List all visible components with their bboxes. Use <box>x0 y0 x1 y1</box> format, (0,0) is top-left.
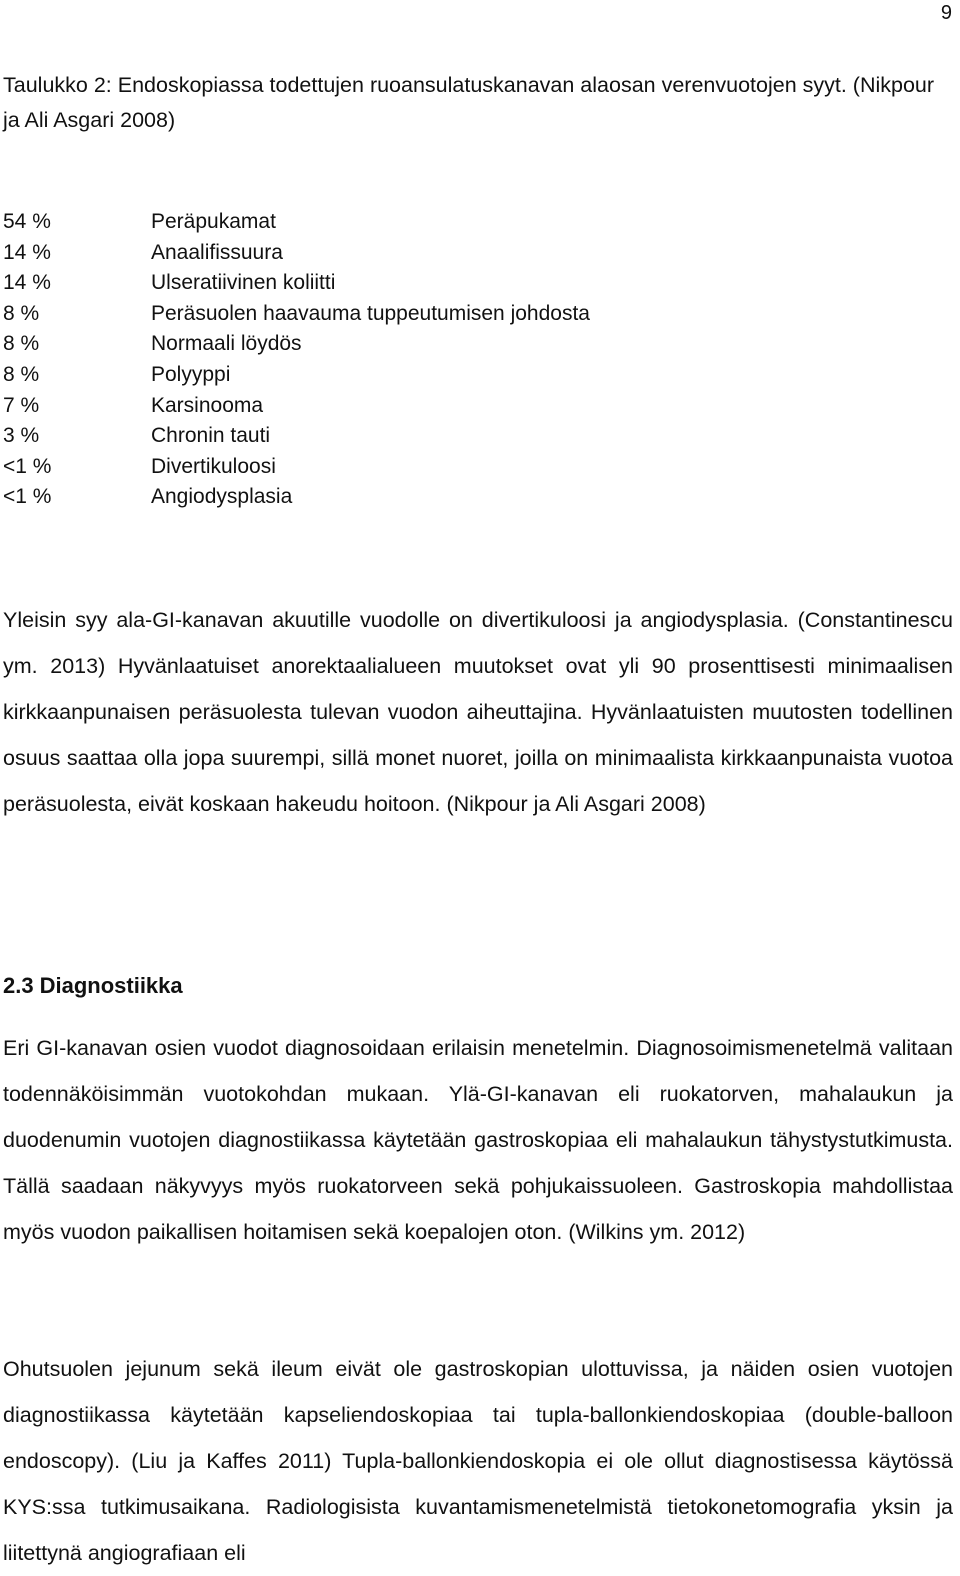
row-cause: Peräpukamat <box>151 210 276 233</box>
row-cause: Ulseratiivinen koliitti <box>151 271 336 295</box>
table-caption: Taulukko 2: Endoskopiassa todettujen ruoansulatuskanavan alaosan verenvuotojen syyt. (Nikpour ja Ali Asgari 2008) <box>3 73 935 132</box>
row-percent: <1 % <box>3 485 52 509</box>
row-percent: <1 % <box>3 454 52 478</box>
page-number: 9 <box>940 2 952 24</box>
row-percent: 7 % <box>3 393 40 417</box>
paragraph-causes: Yleisin syy ala-GI-kanavan akuutille vuodolle on divertikuloosi ja angiodysplasia. (Constantinescu ym. 2013) Hyvänlaatuiset anorektaalialueen muutokset ovat yli 90 prosenttisesti minimaalisen kirkkaanpunaisen peräsuolesta tulevan vuodon aiheuttajina. Hyvänlaatuisten muutosten todellinen osuus saattaa olla jopa suurempi, sillä monet nuoret, joilla on minimaalista kirkkaanpunaista vuotoa peräsuolesta, eivät koskaan hakeudu hoitoon. (Nikpour ja Ali Asgari 2008) <box>3 608 953 816</box>
table-row <box>3 482 903 513</box>
bleeding-causes-table <box>3 207 903 513</box>
row-percent: 14 % <box>3 271 51 295</box>
section-number: 2.3 <box>3 973 34 998</box>
row-percent: 8 % <box>3 332 40 356</box>
table-row <box>3 207 903 238</box>
paragraph-diagnostics: Eri GI-kanavan osien vuodot diagnosoidaan erilaisin menetelmin. Diagnosoimismenetelmä valitaan todennäköisimmän vuotokohdan mukaan. Ylä-GI-kanavan eli ruokatorven, mahalaukun ja duodenumin vuotojen diagnostiikassa käytetään gastroskopiaa eli mahalaukun tähystystutkimusta. Tällä saadaan näkyvyys myös ruokatorveen sekä pohjukaissuoleen. Gastroskopia mahdollistaa myös vuodon paikallisen hoitamisen sekä koepalojen oton. (Wilkins ym. 2012) <box>3 1036 953 1244</box>
paragraph-small-intestine: Ohutsuolen jejunum sekä ileum eivät ole gastroskopian ulottuvissa, ja näiden osien vuotojen diagnostiikassa käytetään kapseliendoskopiaa tai tupla-ballonkiendoskopiaa (double-balloon endoscopy). (Liu ja Kaffes 2011) Tupla-ballonkiendoskopia ei ole ollut diagnostisessa käytössä KYS:ssa tutkimusaikana. Radiologisista kuvantamismenetelmistä tietokonetomografia yksin ja liitettynä angiografiaan eli <box>3 1357 953 1565</box>
table-row <box>3 238 903 269</box>
table-row <box>3 329 903 360</box>
row-cause: Polyyppi <box>151 362 231 386</box>
table-row <box>3 452 903 483</box>
table-row <box>3 421 903 452</box>
row-percent: 14 % <box>3 240 51 264</box>
row-percent: 8 % <box>3 301 40 325</box>
row-cause: Chronin tauti <box>151 424 271 448</box>
row-percent: 54 % <box>3 210 51 233</box>
row-cause: Peräsuolen haavauma tuppeutumisen johdosta <box>151 301 590 325</box>
row-cause: Karsinooma <box>151 393 264 417</box>
table-row <box>3 268 903 299</box>
row-cause: Anaalifissuura <box>151 240 283 264</box>
row-cause: Normaali löydös <box>151 332 302 356</box>
section-heading <box>3 966 183 1006</box>
row-cause: Divertikuloosi <box>151 454 276 478</box>
table-row <box>3 299 903 330</box>
table-row <box>3 391 903 422</box>
section-title: Diagnostiikka <box>39 973 183 998</box>
row-percent: 8 % <box>3 362 40 386</box>
table-row <box>3 360 903 391</box>
row-cause: Angiodysplasia <box>151 485 293 509</box>
row-percent: 3 % <box>3 424 40 448</box>
